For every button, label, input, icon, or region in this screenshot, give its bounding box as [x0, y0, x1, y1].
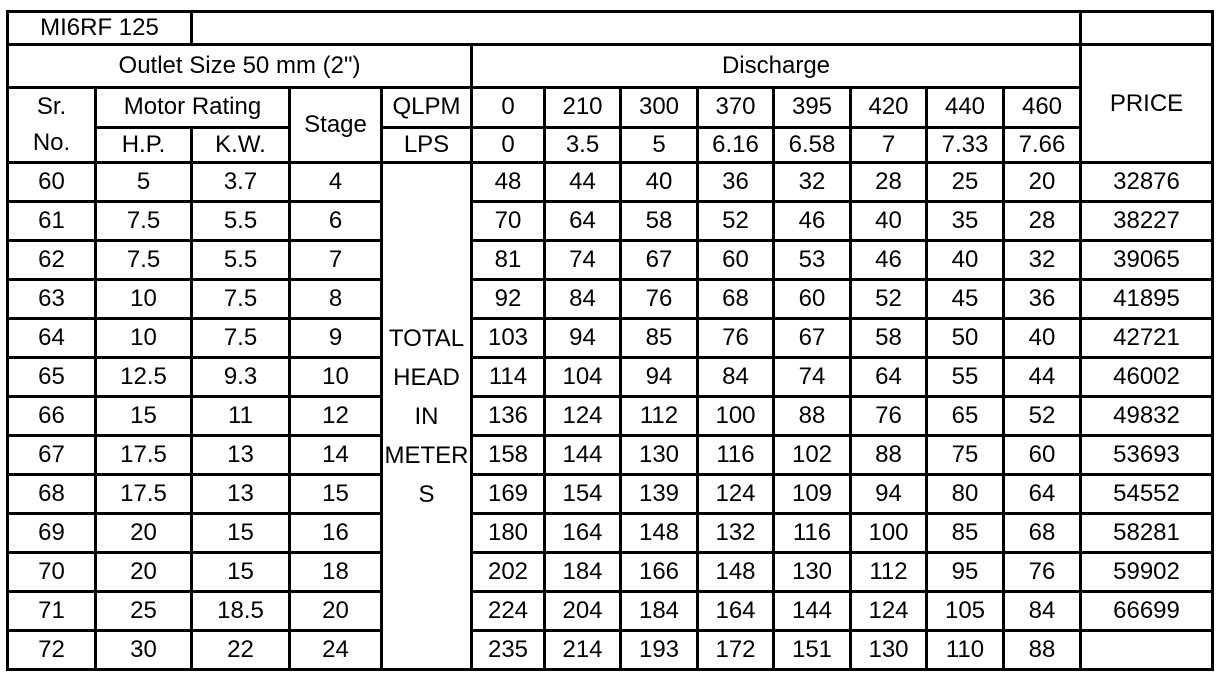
cell-head-value: 166: [621, 553, 698, 592]
lps-value-cell: 6.16: [698, 127, 774, 162]
cell-sr-no: 63: [8, 280, 96, 319]
cell-head-value: 52: [851, 280, 927, 319]
cell-head-value: 46: [851, 241, 927, 280]
cell-sr-no: 67: [8, 436, 96, 475]
lps-value-cell: 5: [621, 127, 698, 162]
cell-head-value: 85: [927, 514, 1004, 553]
outlet-size-cell: Outlet Size 50 mm (2"): [8, 45, 472, 88]
cell-price: 41895: [1081, 280, 1213, 319]
cell-head-value: 164: [698, 592, 774, 631]
cell-head-value: 94: [851, 475, 927, 514]
cell-head-value: 81: [472, 241, 545, 280]
cell-head-value: 28: [851, 163, 927, 202]
cell-sr-no: 66: [8, 397, 96, 436]
lps-value-cell: 3.5: [545, 127, 621, 162]
cell-head-value: 64: [851, 358, 927, 397]
qlpm-header-cell: QLPM: [382, 88, 472, 128]
cell-head-value: 60: [1004, 436, 1081, 475]
cell-head-value: 204: [545, 592, 621, 631]
cell-head-value: 184: [545, 553, 621, 592]
cell-kw: 15: [192, 553, 290, 592]
total-head-label-line: IN: [414, 402, 439, 430]
cell-kw: 5.5: [192, 241, 290, 280]
total-head-label-line: TOTAL: [388, 324, 465, 352]
cell-stage: 4: [290, 163, 382, 202]
table-row: [8, 514, 1213, 553]
cell-sr-no: 69: [8, 514, 96, 553]
cell-stage: 12: [290, 397, 382, 436]
cell-head-value: 64: [1004, 475, 1081, 514]
cell-head-value: 76: [1004, 553, 1081, 592]
table-row: [8, 475, 1213, 514]
cell-price: 54552: [1081, 475, 1213, 514]
cell-head-value: 65: [927, 397, 1004, 436]
cell-head-value: 109: [774, 475, 851, 514]
cell-head-value: 67: [774, 319, 851, 358]
cell-head-value: 184: [621, 592, 698, 631]
cell-head-value: 74: [774, 358, 851, 397]
cell-head-value: 76: [621, 280, 698, 319]
lps-value-cell: 7: [851, 127, 927, 162]
kw-header-cell: K.W.: [192, 127, 290, 162]
cell-kw: 5.5: [192, 202, 290, 241]
table-row: [8, 631, 1213, 670]
cell-head-value: 25: [927, 163, 1004, 202]
cell-head-value: 32: [1004, 241, 1081, 280]
cell-head-value: 116: [698, 436, 774, 475]
cell-head-value: 60: [698, 241, 774, 280]
cell-head-value: 58: [851, 319, 927, 358]
cell-head-value: 88: [1004, 631, 1081, 670]
cell-head-value: 32: [774, 163, 851, 202]
cell-head-value: 132: [698, 514, 774, 553]
model-row: [8, 12, 1213, 45]
cell-head-value: 48: [472, 163, 545, 202]
cell-hp: 5: [96, 163, 192, 202]
cell-head-value: 40: [621, 163, 698, 202]
cell-head-value: 124: [851, 592, 927, 631]
cell-head-value: 84: [1004, 592, 1081, 631]
cell-head-value: 76: [851, 397, 927, 436]
table-row: [8, 202, 1213, 241]
cell-kw: 3.7: [192, 163, 290, 202]
cell-hp: 10: [96, 280, 192, 319]
cell-hp: 15: [96, 397, 192, 436]
cell-head-value: 94: [621, 358, 698, 397]
cell-price: 66699: [1081, 592, 1213, 631]
cell-hp: 20: [96, 514, 192, 553]
cell-head-value: 235: [472, 631, 545, 670]
qlpm-value-cell: 440: [927, 88, 1004, 128]
cell-stage: 14: [290, 436, 382, 475]
cell-hp: 10: [96, 319, 192, 358]
cell-stage: 16: [290, 514, 382, 553]
cell-stage: 8: [290, 280, 382, 319]
cell-price: 32876: [1081, 163, 1213, 202]
cell-kw: 13: [192, 475, 290, 514]
cell-sr-no: 68: [8, 475, 96, 514]
cell-head-value: 154: [545, 475, 621, 514]
cell-kw: 18.5: [192, 592, 290, 631]
cell-head-value: 202: [472, 553, 545, 592]
cell-head-value: 70: [472, 202, 545, 241]
cell-head-value: 45: [927, 280, 1004, 319]
cell-head-value: 148: [621, 514, 698, 553]
cell-head-value: 40: [927, 241, 1004, 280]
cell-head-value: 40: [851, 202, 927, 241]
cell-head-value: 74: [545, 241, 621, 280]
lps-value-cell: 7.33: [927, 127, 1004, 162]
cell-price: 46002: [1081, 358, 1213, 397]
total-head-label-line: METER: [384, 441, 469, 469]
cell-head-value: 50: [927, 319, 1004, 358]
cell-price: 39065: [1081, 241, 1213, 280]
cell-price: 42721: [1081, 319, 1213, 358]
total-head-in-meters-label: [382, 163, 472, 670]
cell-sr-no: 61: [8, 202, 96, 241]
cell-head-value: 40: [1004, 319, 1081, 358]
cell-kw: 15: [192, 514, 290, 553]
cell-price: 59902: [1081, 553, 1213, 592]
model-row-empty-cell: [192, 12, 1081, 45]
cell-head-value: 36: [698, 163, 774, 202]
cell-head-value: 52: [698, 202, 774, 241]
lps-value-cell: 6.58: [774, 127, 851, 162]
cell-head-value: 76: [698, 319, 774, 358]
cell-stage: 24: [290, 631, 382, 670]
motor-rating-header-cell: Motor Rating: [96, 88, 290, 128]
cell-stage: 7: [290, 241, 382, 280]
cell-price: 58281: [1081, 514, 1213, 553]
cell-head-value: 148: [698, 553, 774, 592]
cell-price: 53693: [1081, 436, 1213, 475]
cell-head-value: 102: [774, 436, 851, 475]
table-row: [8, 397, 1213, 436]
cell-head-value: 151: [774, 631, 851, 670]
cell-head-value: 172: [698, 631, 774, 670]
price-header-cell: PRICE: [1081, 45, 1213, 163]
sr-no-header-cell: [8, 88, 96, 163]
cell-head-value: 103: [472, 319, 545, 358]
cell-head-value: 53: [774, 241, 851, 280]
cell-head-value: 130: [621, 436, 698, 475]
cell-hp: 25: [96, 592, 192, 631]
cell-kw: 7.5: [192, 319, 290, 358]
cell-head-value: 94: [545, 319, 621, 358]
qlpm-value-cell: 395: [774, 88, 851, 128]
cell-head-value: 84: [545, 280, 621, 319]
cell-head-value: 36: [1004, 280, 1081, 319]
cell-head-value: 85: [621, 319, 698, 358]
cell-head-value: 35: [927, 202, 1004, 241]
no-header-line: No.: [32, 129, 71, 156]
cell-stage: 6: [290, 202, 382, 241]
cell-head-value: 68: [698, 280, 774, 319]
table-row: [8, 358, 1213, 397]
cell-hp: 7.5: [96, 202, 192, 241]
cell-head-value: 95: [927, 553, 1004, 592]
cell-head-value: 130: [851, 631, 927, 670]
total-head-label-line: S: [418, 480, 435, 508]
cell-head-value: 46: [774, 202, 851, 241]
cell-head-value: 180: [472, 514, 545, 553]
cell-sr-no: 60: [8, 163, 96, 202]
qlpm-value-cell: 370: [698, 88, 774, 128]
cell-kw: 22: [192, 631, 290, 670]
section-header-row: [8, 45, 1213, 88]
cell-stage: 18: [290, 553, 382, 592]
cell-sr-no: 62: [8, 241, 96, 280]
cell-head-value: 60: [774, 280, 851, 319]
cell-stage: 10: [290, 358, 382, 397]
cell-head-value: 68: [1004, 514, 1081, 553]
cell-head-value: 112: [621, 397, 698, 436]
cell-kw: 13: [192, 436, 290, 475]
pump-price-table: [6, 10, 1214, 671]
stage-header-cell: Stage: [290, 88, 382, 163]
cell-head-value: 104: [545, 358, 621, 397]
cell-head-value: 144: [774, 592, 851, 631]
cell-price: 38227: [1081, 202, 1213, 241]
cell-head-value: 64: [545, 202, 621, 241]
cell-head-value: 88: [774, 397, 851, 436]
cell-head-value: 55: [927, 358, 1004, 397]
cell-sr-no: 64: [8, 319, 96, 358]
hp-header-cell: H.P.: [96, 127, 192, 162]
cell-kw: 9.3: [192, 358, 290, 397]
cell-head-value: 214: [545, 631, 621, 670]
cell-head-value: 144: [545, 436, 621, 475]
cell-hp: 17.5: [96, 436, 192, 475]
table-row: [8, 319, 1213, 358]
table-row: [8, 436, 1213, 475]
lps-header-cell: LPS: [382, 127, 472, 162]
cell-head-value: 100: [851, 514, 927, 553]
cell-head-value: 28: [1004, 202, 1081, 241]
cell-hp: 7.5: [96, 241, 192, 280]
cell-hp: 12.5: [96, 358, 192, 397]
table-row: [8, 163, 1213, 202]
qlpm-value-cell: 210: [545, 88, 621, 128]
cell-sr-no: 70: [8, 553, 96, 592]
table-row: [8, 280, 1213, 319]
column-header-row-lps: [8, 127, 1213, 162]
column-header-row-qlpm: [8, 88, 1213, 128]
table-body: [8, 163, 1213, 670]
model-row-price-empty-cell: [1081, 12, 1213, 45]
discharge-header-cell: Discharge: [472, 45, 1081, 88]
cell-stage: 20: [290, 592, 382, 631]
cell-stage: 9: [290, 319, 382, 358]
cell-head-value: 169: [472, 475, 545, 514]
sr-header-line: Sr.: [36, 93, 67, 120]
table-header: [8, 12, 1213, 163]
cell-head-value: 116: [774, 514, 851, 553]
cell-head-value: 100: [698, 397, 774, 436]
total-head-label-line: HEAD: [393, 363, 460, 391]
cell-head-value: 124: [698, 475, 774, 514]
table-row: [8, 592, 1213, 631]
cell-sr-no: 71: [8, 592, 96, 631]
cell-kw: 7.5: [192, 280, 290, 319]
cell-head-value: 58: [621, 202, 698, 241]
cell-head-value: 114: [472, 358, 545, 397]
cell-head-value: 130: [774, 553, 851, 592]
cell-head-value: 75: [927, 436, 1004, 475]
cell-price: [1081, 631, 1213, 670]
cell-head-value: 224: [472, 592, 545, 631]
cell-head-value: 193: [621, 631, 698, 670]
cell-head-value: 88: [851, 436, 927, 475]
cell-kw: 11: [192, 397, 290, 436]
cell-head-value: 84: [698, 358, 774, 397]
cell-sr-no: 72: [8, 631, 96, 670]
cell-price: 49832: [1081, 397, 1213, 436]
qlpm-value-cell: 420: [851, 88, 927, 128]
qlpm-value-cell: 460: [1004, 88, 1081, 128]
cell-head-value: 112: [851, 553, 927, 592]
lps-value-cell: 0: [472, 127, 545, 162]
model-cell: MI6RF 125: [8, 12, 192, 45]
table-row: [8, 553, 1213, 592]
cell-head-value: 105: [927, 592, 1004, 631]
table-row: [8, 241, 1213, 280]
cell-head-value: 124: [545, 397, 621, 436]
cell-head-value: 92: [472, 280, 545, 319]
cell-head-value: 110: [927, 631, 1004, 670]
cell-hp: 17.5: [96, 475, 192, 514]
cell-head-value: 80: [927, 475, 1004, 514]
cell-hp: 30: [96, 631, 192, 670]
cell-head-value: 67: [621, 241, 698, 280]
qlpm-value-cell: 0: [472, 88, 545, 128]
cell-head-value: 44: [1004, 358, 1081, 397]
cell-head-value: 158: [472, 436, 545, 475]
qlpm-value-cell: 300: [621, 88, 698, 128]
cell-stage: 15: [290, 475, 382, 514]
cell-head-value: 44: [545, 163, 621, 202]
cell-head-value: 20: [1004, 163, 1081, 202]
cell-head-value: 164: [545, 514, 621, 553]
cell-head-value: 136: [472, 397, 545, 436]
lps-value-cell: 7.66: [1004, 127, 1081, 162]
cell-sr-no: 65: [8, 358, 96, 397]
cell-hp: 20: [96, 553, 192, 592]
cell-head-value: 139: [621, 475, 698, 514]
cell-head-value: 52: [1004, 397, 1081, 436]
